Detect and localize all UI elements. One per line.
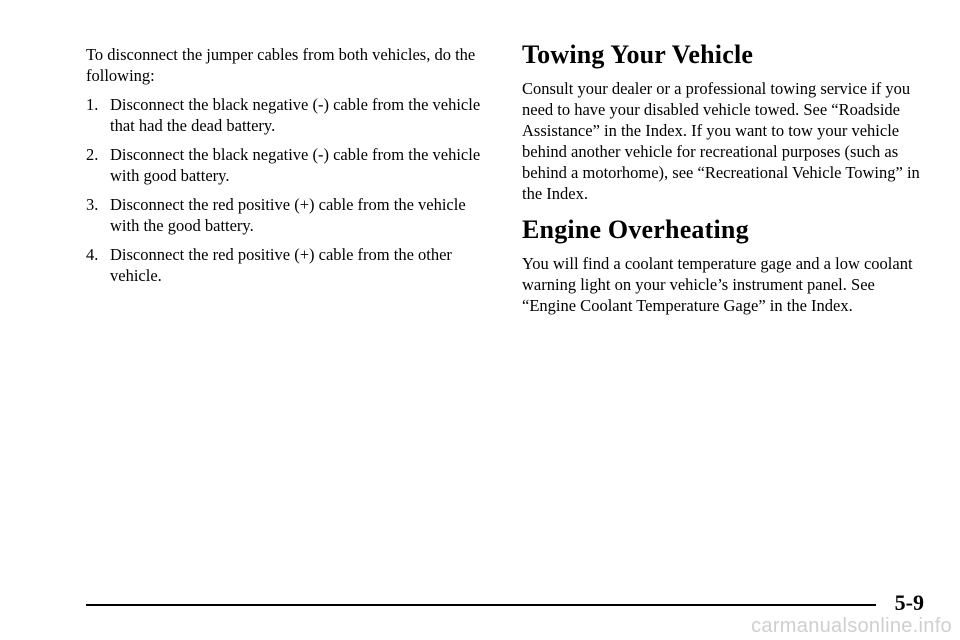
list-item xyxy=(86,144,486,186)
step-number: 3. xyxy=(86,195,99,214)
section-heading-towing: Towing Your Vehicle xyxy=(522,40,754,69)
step-number: 4. xyxy=(86,245,99,264)
disconnect-steps-list xyxy=(86,94,486,286)
footer-rule xyxy=(86,604,876,606)
section-body-towing: Consult your dealer or a professional towing service if you need to have your disabled vehicle towed. See “Roadside Assistance” in the Index. If you want to tow your vehicle behind another vehicle for recreational purposes (such as behind a motorhome), see “Recreational Vehicle Towing” in the Index. xyxy=(522,79,920,203)
intro-paragraph: To disconnect the jumper cables from both vehicles, do the following: xyxy=(86,45,476,85)
left-column xyxy=(86,44,486,294)
watermark: carmanualsonline.info xyxy=(751,615,952,637)
list-item xyxy=(86,194,486,236)
list-item xyxy=(86,94,486,136)
page-number: 5-9 xyxy=(894,590,924,615)
right-column xyxy=(522,40,922,327)
step-text: Disconnect the red positive (+) cable from the vehicle with the good battery. xyxy=(110,195,466,235)
step-text: Disconnect the red positive (+) cable from the other vehicle. xyxy=(110,245,452,285)
step-text: Disconnect the black negative (-) cable from the vehicle with good battery. xyxy=(110,145,481,185)
section-heading-overheating: Engine Overheating xyxy=(522,215,749,244)
list-item xyxy=(86,244,486,286)
step-number: 1. xyxy=(86,95,99,114)
section-body-overheating: You will find a coolant temperature gage and a low coolant warning light on your vehicle’s instrument panel. See “Engine Coolant Temperature Gage” in the Index. xyxy=(522,254,913,315)
step-text: Disconnect the black negative (-) cable from the vehicle that had the dead battery. xyxy=(110,95,481,135)
step-number: 2. xyxy=(86,145,99,164)
